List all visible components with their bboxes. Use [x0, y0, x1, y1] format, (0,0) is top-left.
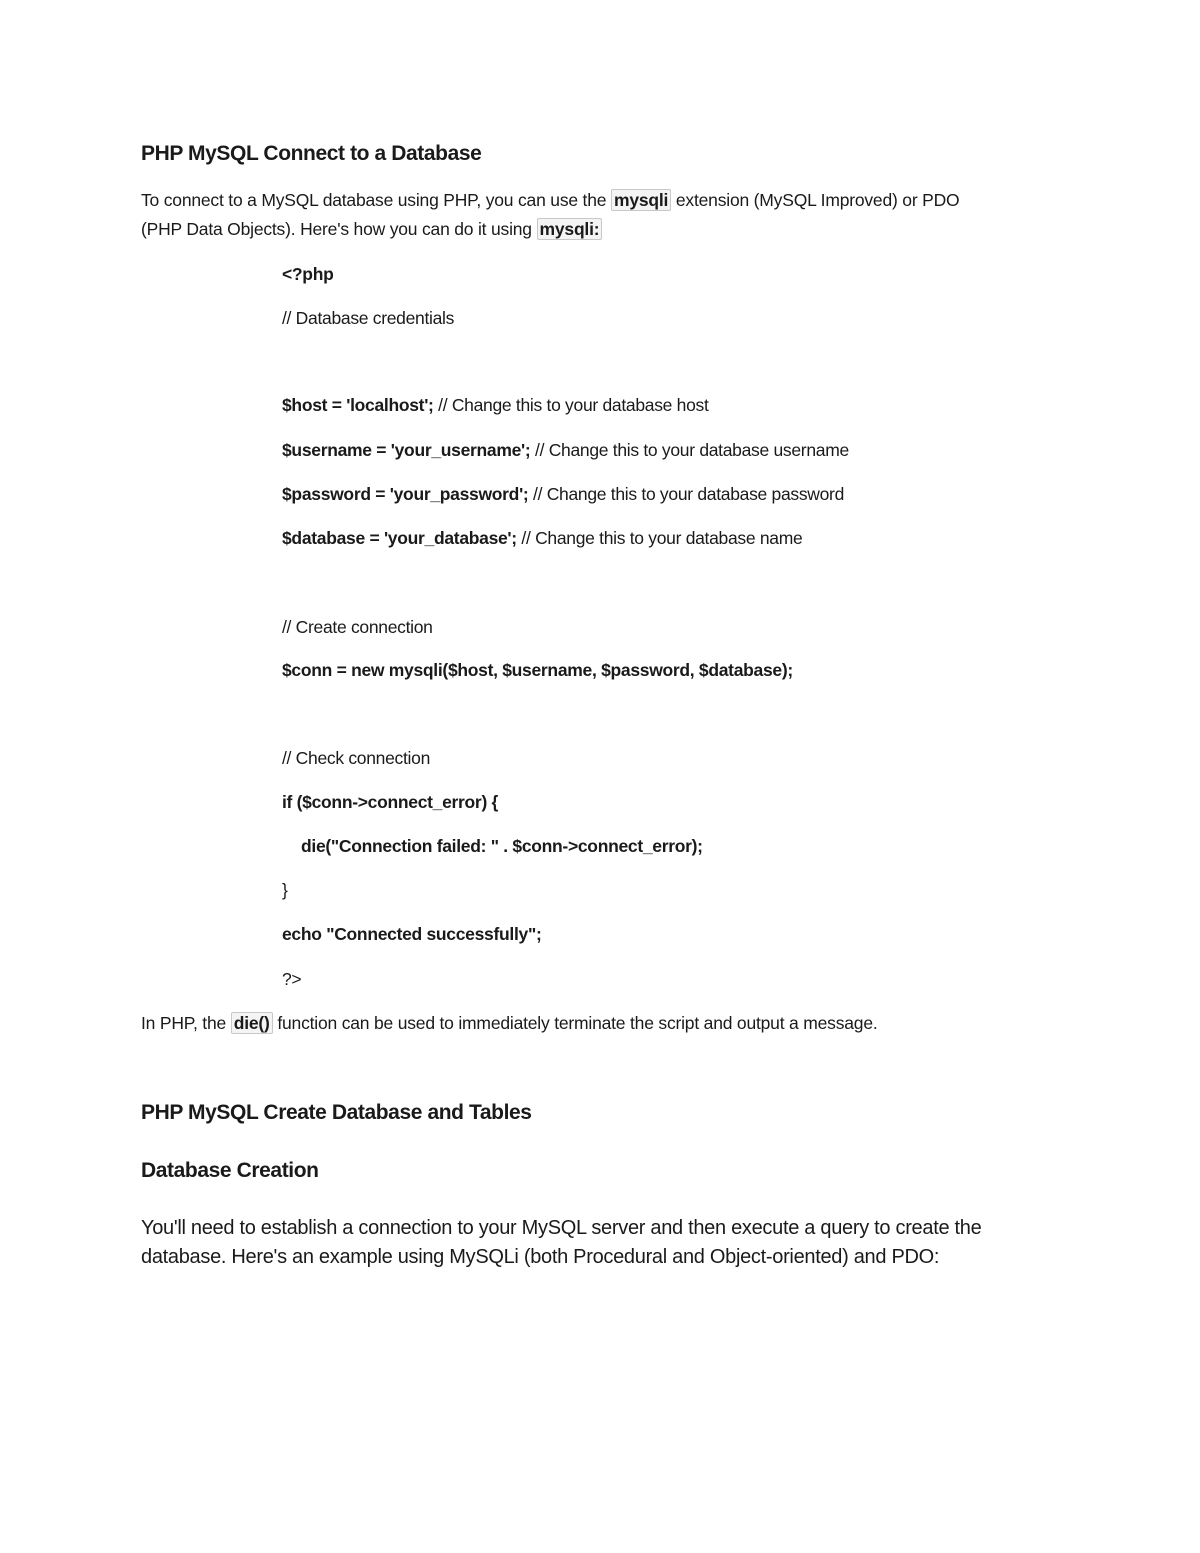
code-host-line	[282, 395, 709, 416]
code-pass-line	[282, 484, 844, 505]
code-host-stmt: $host = 'localhost';	[282, 395, 434, 415]
code-die-stmt: die("Connection failed: " . $conn->connect_error);	[301, 836, 703, 856]
code-comment-credentials: // Database credentials	[282, 308, 455, 328]
code-pass-comment: // Change this to your database password	[533, 484, 845, 504]
intro-line-1	[141, 190, 959, 211]
code-db-comment: // Change this to your database name	[521, 528, 803, 548]
intro-text-2: extension (MySQL Improved) or PDO	[675, 190, 960, 210]
after-code-paragraph	[141, 1013, 878, 1034]
code-open-tag: <?php	[282, 264, 334, 284]
code-user-line	[282, 440, 849, 461]
code-host-comment: // Change this to your database host	[438, 395, 709, 415]
intro-text-3: (PHP Data Objects). Here's how you can do it using	[141, 219, 532, 239]
code-user-stmt: $username = 'your_username';	[282, 440, 531, 460]
intro-line-2	[141, 219, 602, 240]
code-close-tag: ?>	[282, 969, 302, 989]
inline-code-die: die()	[231, 1012, 273, 1034]
intro-text-1: To connect to a MySQL database using PHP, you can use the	[141, 190, 607, 210]
code-conn-stmt: $conn = new mysqli($host, $username, $password, $database);	[282, 660, 793, 680]
code-db-line	[282, 528, 802, 549]
code-comment-create: // Create connection	[282, 617, 433, 637]
after-code-text-1: In PHP, the	[141, 1013, 227, 1033]
code-close-brace: }	[282, 880, 288, 900]
code-pass-stmt: $password = 'your_password';	[282, 484, 529, 504]
inline-code-mysqli: mysqli	[611, 189, 671, 211]
code-db-stmt: $database = 'your_database';	[282, 528, 517, 548]
section2-subheading: Database Creation	[141, 1159, 319, 1182]
code-user-comment: // Change this to your database username	[535, 440, 849, 460]
section2-heading: PHP MySQL Create Database and Tables	[141, 1101, 532, 1124]
after-code-text-2: function can be used to immediately terminate the script and output a message.	[277, 1013, 878, 1033]
inline-code-mysqli-2: mysqli:	[537, 218, 603, 240]
code-if-stmt: if ($conn->connect_error) {	[282, 792, 499, 812]
section1-heading: PHP MySQL Connect to a Database	[141, 142, 482, 165]
section2-body: You'll need to establish a connection to your MySQL server and then execute a query to create the database. Here's an example using MySQLi (both Procedural and Object-oriented) and PDO:	[141, 1217, 982, 1268]
code-echo-stmt: echo "Connected successfully";	[282, 924, 542, 944]
code-comment-check: // Check connection	[282, 748, 430, 768]
